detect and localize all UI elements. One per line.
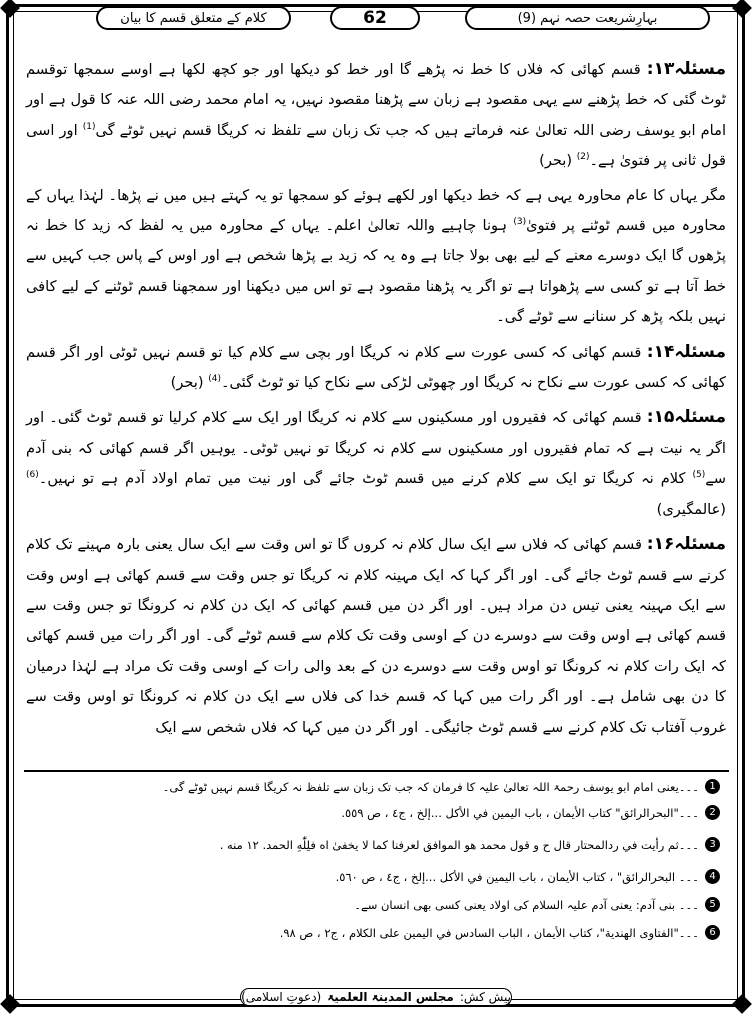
footnote-text: ۔۔۔"الفتاوى الهندية"، كتاب الأيمان ، الباب السادس في اليمين على الكلام ، ج٢ ، ص ٩٨.: [279, 925, 699, 940]
footnote-3: [30, 837, 720, 852]
paragraph-text: اور اسی قول ثانی پر فتویٰ ہے۔: [26, 121, 726, 170]
paragraph-masala-14: [26, 337, 726, 399]
source-citation: (بحر): [539, 152, 577, 170]
paragraph-text: قسم کھائی کہ فلاں کا خط نہ پڑھے گا اور خط کو دیکھا اور جو کچھ لکھا ہے اوسے سمجھا توقسم ٹوٹ گئی کہ خط پڑھنے سے یہی مقصود ہے زبان سے پڑھنا مقصود نہیں، یہ امام محمد رضی اللہ عنہ کا قول ہے اور امام ابو یوسف رضی اللہ تعالیٰ عنہ فرماتے ہیں کہ جب تک زبان سے تلفظ نہ کریگا قسم نہیں ٹوٹے گی: [26, 61, 727, 139]
footnote-ref[interactable]: (4): [208, 374, 221, 385]
publisher-name: مجلس المدینۃ العلمیۃ: [327, 990, 454, 1004]
footnote-ref[interactable]: (6): [26, 470, 39, 481]
paragraph-text: قسم کھائی کہ کسی عورت سے کلام نہ کریگا اور بچی سے کلام کیا تو قسم نہیں ٹوٹی اور اگر قسم کھائی کہ کسی عورت سے نکاح نہ کریگا اور چھوٹی لڑکی سے نکاح کیا تو ٹوٹ گئی۔: [26, 343, 726, 392]
footnote-number-badge: 4: [705, 869, 720, 884]
publisher-suffix: (دعوتِ اسلامی): [241, 990, 322, 1004]
footnote-6: [30, 925, 720, 940]
source-citation: (بحر): [170, 374, 209, 392]
chapter-title: کلام کے متعلق قسم کا بیان: [120, 10, 267, 26]
page-number: 62: [363, 8, 387, 28]
masala-label: مسئلہ۱۵:: [646, 407, 726, 428]
paragraph-text: مگر یہاں کا عام محاورہ یہی ہے کہ خط دیکھا اور لکھے ہوئے کو سمجھا تو یہ کہتے ہیں میں نے پڑھا۔ لہٰذا یہاں کے محاورہ میں قسم ٹوٹنے پر فتویٰ: [26, 186, 726, 235]
footnote-5: [30, 897, 720, 912]
footer-prefix: پیش کش:: [459, 990, 511, 1004]
paragraph-text: ہونا چاہیے واللہ تعالیٰ اعلم۔ یہاں کے محاورہ میں یہ لفظ کہ زید کا خط نہ پڑھوں گا ایک دوسرے معنے کے لیے بھی بولا جاتا ہے وہ یہ کہ زید بے پڑھا شخص ہے اور اوس کے پاس جب کہیں سے خط آتا ہے تو کسی سے پڑھواتا ہے تو اگر یہ پڑھنا مقصود ہے تو اس میں دیکھنا اور سمجھنا قسم ٹوٹنے کے لیے کافی نہیں بلکہ پڑھ کر سنانے سے ٹوٹے گی۔: [26, 217, 726, 326]
publisher-footer: [240, 988, 512, 1006]
masala-label: مسئلہ۱۶:: [646, 534, 726, 555]
footnote-number-badge: 6: [705, 925, 720, 940]
footnote-ref[interactable]: (3): [513, 217, 527, 228]
footnote-ref[interactable]: (2): [576, 152, 590, 163]
header-page-number: [330, 6, 420, 30]
masala-label: مسئلہ۱۴:: [646, 341, 726, 362]
footnote-ref[interactable]: (5): [692, 470, 706, 481]
footnote-2: [30, 805, 720, 820]
paragraph-masala-16: [26, 529, 726, 743]
paragraph-masala-13: [26, 54, 726, 177]
paragraph-commentary: [26, 181, 726, 333]
footnote-text: ۔۔۔"البحرالرائق" كتاب الأيمان ، باب اليمين في الأكل ...إلخ ، ج٤ ، ص ٥٥٩.: [341, 805, 699, 820]
paragraph-text: کلام نہ کریگا تو ایک سے کلام کرنے میں قسم ٹوٹ جائے گی اور نیت میں تمام اولاد آدم ہے تو نہیں۔: [38, 470, 693, 488]
footnote-number-badge: 5: [705, 897, 720, 912]
source-citation: (عالمگیری): [656, 500, 726, 518]
main-text: [26, 54, 726, 747]
paragraph-text: قسم کھائی کہ فلاں سے ایک سال کلام نہ کروں گا تو اس وقت سے ایک سال یعنی بارہ مہینے تک کلام کرنے سے قسم ٹوٹ جائے گی۔ اور اگر کہا کہ ایک مہینہ کلام نہ کریگا تو جس وقت سے قسم کھائی ہے اوس وقت سے ایک مہینہ یعنی تیس دن مراد ہیں۔ اور اگر دن میں قسم کھائی کہ ایک دن کلام نہ کرونگا تو جس وقت سے قسم کھائی ہے اوس وقت سے دوسرے دن کے اوسی وقت تک کلام سے قسم ٹوٹے گی۔ اور اگر رات میں قسم کھائی کہ ایک رات کلام نہ کرونگا تو اوس وقت سے دوسرے دن کے بعد والی رات کے اوسی وقت تک مراد ہے لہٰذا درمیان کا دن بھی شامل ہے۔ اور اگر رات میں کہا کہ قسم خدا کی فلاں سے ایک دن کلام نہ کرونگا تو اوس وقت سے غروب آفتاب تک کلام کرنے سے قسم ٹوٹ جائیگی۔ اور اگر دن میں کہا کہ فلاں شخص سے ایک: [26, 536, 726, 736]
header-book-title: [465, 6, 710, 30]
paragraph-masala-15: [26, 402, 726, 525]
footnote-1: [30, 779, 720, 794]
footnote-text: ۔۔۔یعنی امام ابو یوسف رحمۃ اللہ تعالیٰ علیہ کا فرمان کہ جب تک زبان سے تلفظ نہ کریگا قسم نہیں ٹوٹے گی۔: [162, 779, 699, 794]
footnote-divider: [24, 770, 729, 772]
book-title: بہارِشریعت حصہ نہم (9): [517, 10, 658, 26]
footnote-number-badge: 3: [705, 837, 720, 852]
footnote-text: ۔۔۔ البحرالرائق" ، كتاب الأيمان ، باب اليمين في الأكل ...إلخ ، ج٤ ، ص ٥٦٠.: [335, 869, 699, 884]
paragraph-text: قسم کھائی کہ فقیروں اور مسکینوں سے کلام نہ کریگا اور ایک سے کلام کرلیا تو قسم ٹوٹ گئی۔ اور اگر یہ نیت ہے کہ تمام فقیروں اور مسکینوں سے کلام نہ کریگا تو نہیں ٹوٹی۔ یوہیں اگر قسم کھائی کہ بنی آدم سے: [26, 409, 726, 488]
footnote-4: [30, 869, 720, 884]
footnote-number-badge: 1: [705, 779, 720, 794]
footnote-ref[interactable]: (1): [82, 121, 96, 132]
footnote-text: ۔۔۔ بنی آدم: یعنی آدم علیہ السلام کی اولاد یعنی کسی بھی انسان سے۔: [354, 897, 699, 912]
footnote-text: ۔۔۔ثم رأيت في ردالمحتار قال ح و قول محمد هو الموافق لعرفنا كما لا يخفىٰ اه فلِلّٰهِ الحمد. ١٢ منه .: [219, 837, 699, 852]
masala-label: مسئلہ۱۳:: [646, 59, 726, 79]
footnote-number-badge: 2: [705, 805, 720, 820]
header-chapter-title: [96, 6, 291, 30]
